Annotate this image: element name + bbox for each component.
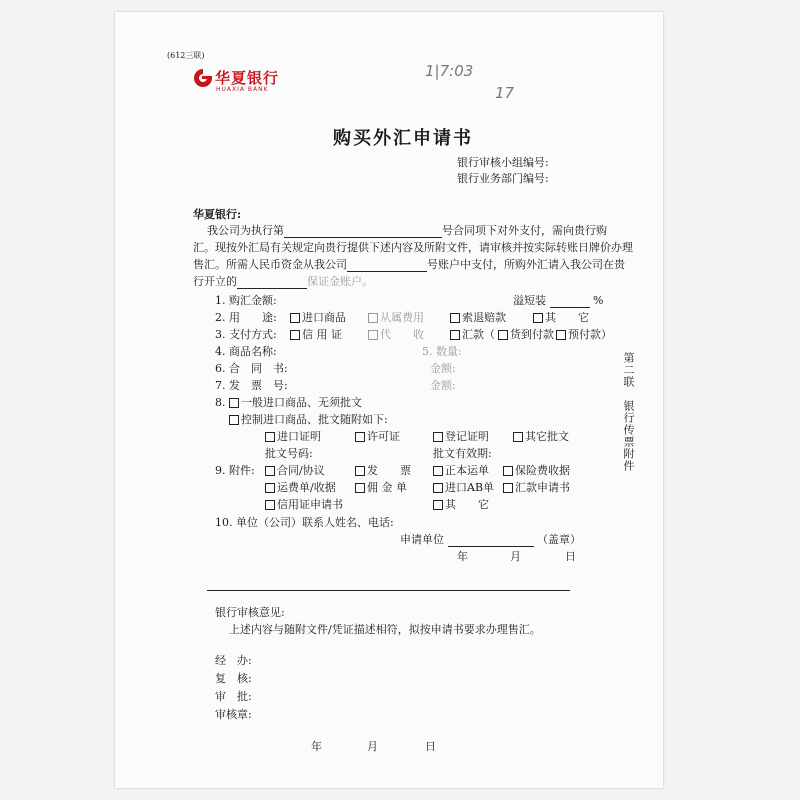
applicant-label: 申请单位 [400,533,444,546]
s8-doc-label: 许可证 [367,430,400,443]
checkbox[interactable] [513,432,523,442]
review-text: 上述内容与随附文件/凭证描述相符，拟按申请书要求办理售汇。 [229,623,541,636]
purpose-opt-claims[interactable] [450,309,506,325]
payment-opt-cod[interactable] [498,326,554,342]
attachments-label: 9. 附件: [215,464,255,477]
att-ab-form[interactable] [433,479,494,495]
approval-no-label: 批文号码: [265,447,313,460]
contract-amount-label: 金额: [430,362,456,375]
purpose-opt-fees[interactable] [368,309,424,325]
s8-doc-import-cert[interactable] [265,428,321,444]
purpose-label: 2. 用 途: [215,311,277,324]
seal-label: （盖章） [537,533,581,546]
payment-opt-label: 代 收 [380,328,424,341]
recheck-label: 复 核: [215,672,252,685]
page-title: 购买外汇申请书 [333,128,473,149]
checkbox[interactable] [450,330,460,340]
percent-sign: % [593,294,604,307]
att-label: 保险费收据 [515,464,570,477]
att-label: 进口AB单 [445,481,495,494]
payment-label: 3. 支付方式: [215,328,277,341]
body-line-4-a: 行开立的 [193,275,237,288]
att-label: 佣 金 单 [367,481,407,494]
bank-name-cn: 华夏银行 [215,69,280,87]
checkbox[interactable] [229,415,239,425]
checkbox[interactable] [433,483,443,493]
checkbox[interactable] [290,330,300,340]
checkbox[interactable] [265,500,275,510]
bank-name-en: HUAXIA BANK [216,86,269,93]
overflow-field [513,292,603,308]
checkbox[interactable] [355,483,365,493]
checkbox[interactable] [450,313,460,323]
purpose-opt-label: 从属费用 [380,311,424,324]
review-day: 日 [425,740,436,753]
att-label: 其 它 [445,498,489,511]
att-other[interactable] [433,496,489,512]
checkbox[interactable] [533,313,543,323]
s8-doc-label: 其它批文 [525,430,569,443]
dept-no-label: 银行业务部门编号: [457,172,549,185]
purpose-opt-other[interactable] [533,309,589,325]
att-label: 运费单/收据 [277,481,336,494]
purpose-opt-label: 索退赔款 [462,311,506,324]
amount-label: 1. 购汇金额: [215,294,277,307]
s8-opt1-label: 一般进口商品、无须批文 [241,396,362,409]
approval-valid-label: 批文有效期: [433,447,492,460]
contract-label: 6. 合 同 书: [215,362,288,375]
att-insurance[interactable] [503,462,570,478]
payment-opt-label: 预付款） [568,328,612,341]
s8-opt2-label: 控制进口商品、批文随附如下: [241,413,388,426]
checkbox[interactable] [503,483,513,493]
payment-opt-lc[interactable] [290,326,342,342]
checkbox[interactable] [368,313,378,323]
bank-logo [193,68,213,92]
checkbox[interactable] [229,398,239,408]
approve-label: 审 批: [215,690,252,703]
addressee: 华夏银行: [193,208,242,221]
review-year: 年 [311,740,322,753]
att-freight[interactable] [265,479,336,495]
body-line-4-b: 保证金账户。 [307,275,373,288]
deposit-account-blank[interactable] [237,277,307,289]
applicant-field [400,531,581,547]
checkbox[interactable] [498,330,508,340]
apply-month: 月 [510,550,521,563]
body-line-3-a: 售汇。所需人民币资金从我公司 [193,258,347,271]
checkbox[interactable] [355,466,365,476]
s8-opt2[interactable] [229,411,388,427]
body-line-3-b: 号账户中支付，所购外汇请入我公司在贵 [427,258,625,271]
att-lc-app[interactable] [265,496,343,512]
copy-side-label: 第二联 银行传票附件 [622,352,635,472]
invoice-label: 7. 发 票 号: [215,379,288,392]
att-contract[interactable] [265,462,325,478]
checkbox[interactable] [503,466,513,476]
applicant-blank[interactable] [448,535,534,547]
payment-opt-collection[interactable] [368,326,424,342]
huaxia-logo-icon [193,68,213,88]
checkbox[interactable] [433,500,443,510]
payment-opt-prepay[interactable] [556,326,612,342]
att-invoice[interactable] [355,462,411,478]
checkbox[interactable] [433,466,443,476]
section-divider [207,590,570,591]
section-8 [215,394,362,410]
payment-opt-label: 货到付款 [510,328,554,341]
purpose-opt-label: 进口商品 [302,311,346,324]
purpose-opt-label: 其 它 [545,311,589,324]
checkbox[interactable] [265,432,275,442]
handwritten-note-2: 17 [495,84,515,102]
att-remit-app[interactable] [503,479,570,495]
checkbox[interactable] [368,330,378,340]
att-label: 汇款申请书 [515,481,570,494]
s8-doc-label: 登记证明 [445,430,489,443]
att-label: 发 票 [367,464,411,477]
att-waybill[interactable] [433,462,489,478]
overflow-label: 溢短装 [513,294,546,307]
body-line-4 [193,273,373,289]
rmb-account-blank[interactable] [347,260,427,272]
s8-doc-registration[interactable] [433,428,489,444]
checkbox[interactable] [265,483,275,493]
contact-label: 10. 单位（公司）联系人姓名、电话: [215,516,394,529]
payment-opt-label: 汇款（ [462,328,495,341]
checkbox[interactable] [355,432,365,442]
form-sheet [115,12,663,788]
payment-opt-label: 信 用 证 [302,328,342,341]
body-line-1-b: 号合同项下对外支付，需向贵行购 [442,224,607,237]
body-line-2: 汇。现按外汇局有关规定向贵行提供下述内容及所附文件，请审核并按实际转账日牌价办理 [193,241,633,254]
att-label: 合同/协议 [277,464,325,477]
review-heading: 银行审核意见: [215,606,285,619]
att-label: 正本运单 [445,464,489,477]
body-line-1-a: 我公司为执行第 [207,224,284,237]
handler-label: 经 办: [215,654,252,667]
payment-opt-remit[interactable] [450,326,495,342]
handwritten-note-1: 1|7:03 [425,62,474,80]
review-group-no-label: 银行审核小组编号: [457,156,549,169]
s8-doc-other[interactable] [513,428,569,444]
att-label: 信用证申请书 [277,498,343,511]
checkbox[interactable] [290,313,300,323]
quantity-label: 5. 数量: [422,345,462,358]
att-commission[interactable] [355,479,407,495]
contract-number-blank[interactable] [284,226,442,238]
s8-doc-label: 进口证明 [277,430,321,443]
form-code: (612三联) [167,51,205,60]
overflow-blank[interactable] [550,296,590,308]
section-8-label: 8. [215,396,226,409]
apply-year: 年 [457,550,468,563]
apply-day: 日 [565,550,576,563]
review-seal-label: 审核章: [215,708,252,721]
checkbox[interactable] [433,432,443,442]
purpose-opt-import[interactable] [290,309,346,325]
s8-doc-license[interactable] [355,428,400,444]
invoice-amount-label: 金额: [430,379,456,392]
body-line-3 [193,256,625,272]
checkbox[interactable] [265,466,275,476]
goods-label: 4. 商品名称: [215,345,277,358]
body-line-1 [207,222,607,238]
checkbox[interactable] [556,330,566,340]
review-month: 月 [367,740,378,753]
